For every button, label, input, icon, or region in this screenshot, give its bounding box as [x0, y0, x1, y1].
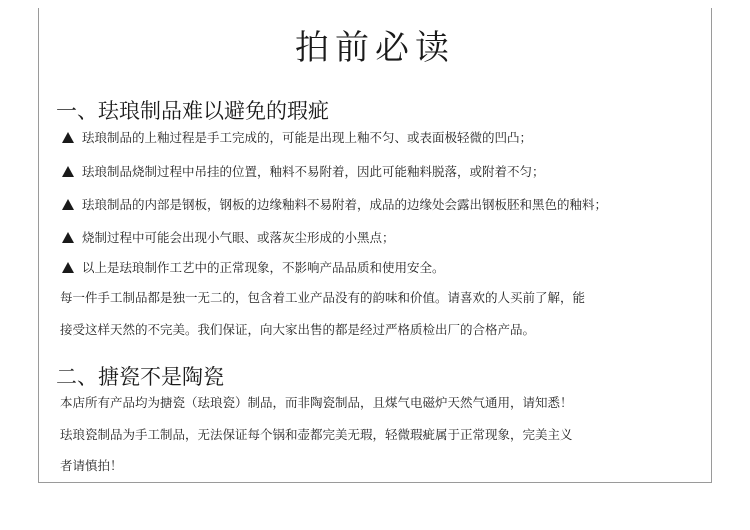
enamel-paragraph-line: 者请慎拍！	[60, 458, 123, 473]
triangle-bullet-icon	[62, 262, 74, 273]
defect-item-text: 烧制过程中可能会出现小气眼、或落灰尘形成的小黑点；	[82, 230, 395, 245]
section-heading-enamel: 二、搪瓷不是陶瓷	[56, 365, 224, 389]
section-heading-defects: 一、珐琅制品难以避免的瑕疵	[56, 99, 329, 123]
defect-item-text: 珐琅制品烧制过程中吊挂的位置，釉料不易附着，因此可能釉料脱落，或附着不匀；	[82, 164, 545, 179]
triangle-bullet-icon	[62, 166, 74, 177]
handmade-paragraph-line: 接受这样天然的不完美。我们保证，向大家出售的都是经过严格质检出厂的合格产品。	[60, 322, 536, 337]
defect-item-text: 以上是珐琅制作工艺中的正常现象，不影响产品品质和使用安全。	[82, 260, 445, 275]
defect-item	[62, 128, 532, 146]
triangle-bullet-icon	[62, 132, 74, 143]
defect-item-text: 珐琅制品的上釉过程是手工完成的，可能是出现上釉不匀、或表面极轻微的凹凸；	[82, 130, 533, 145]
page-title: 拍前必读	[295, 28, 455, 68]
enamel-paragraph-line: 珐琅瓷制品为手工制品，无法保证每个锅和壶都完美无瑕，轻微瑕疵属于正常现象，完美主义	[60, 427, 573, 442]
defect-item	[62, 195, 607, 213]
enamel-paragraph-line: 本店所有产品均为搪瓷（珐琅瓷）制品，而非陶瓷制品，且煤气电磁炉天然气通用，请知悉！	[60, 395, 573, 410]
defect-item	[62, 258, 445, 276]
handmade-paragraph-line: 每一件手工制品都是独一无二的，包含着工业产品没有的韵味和价值。请喜欢的人买前了解，能	[60, 290, 586, 305]
defect-item	[62, 162, 545, 180]
defect-item	[62, 228, 395, 246]
triangle-bullet-icon	[62, 232, 74, 243]
defect-item-text: 珐琅制品的内部是钢板，钢板的边缘釉料不易附着，成品的边缘处会露出钢板胚和黑色的釉料；	[82, 197, 608, 212]
triangle-bullet-icon	[62, 199, 74, 210]
